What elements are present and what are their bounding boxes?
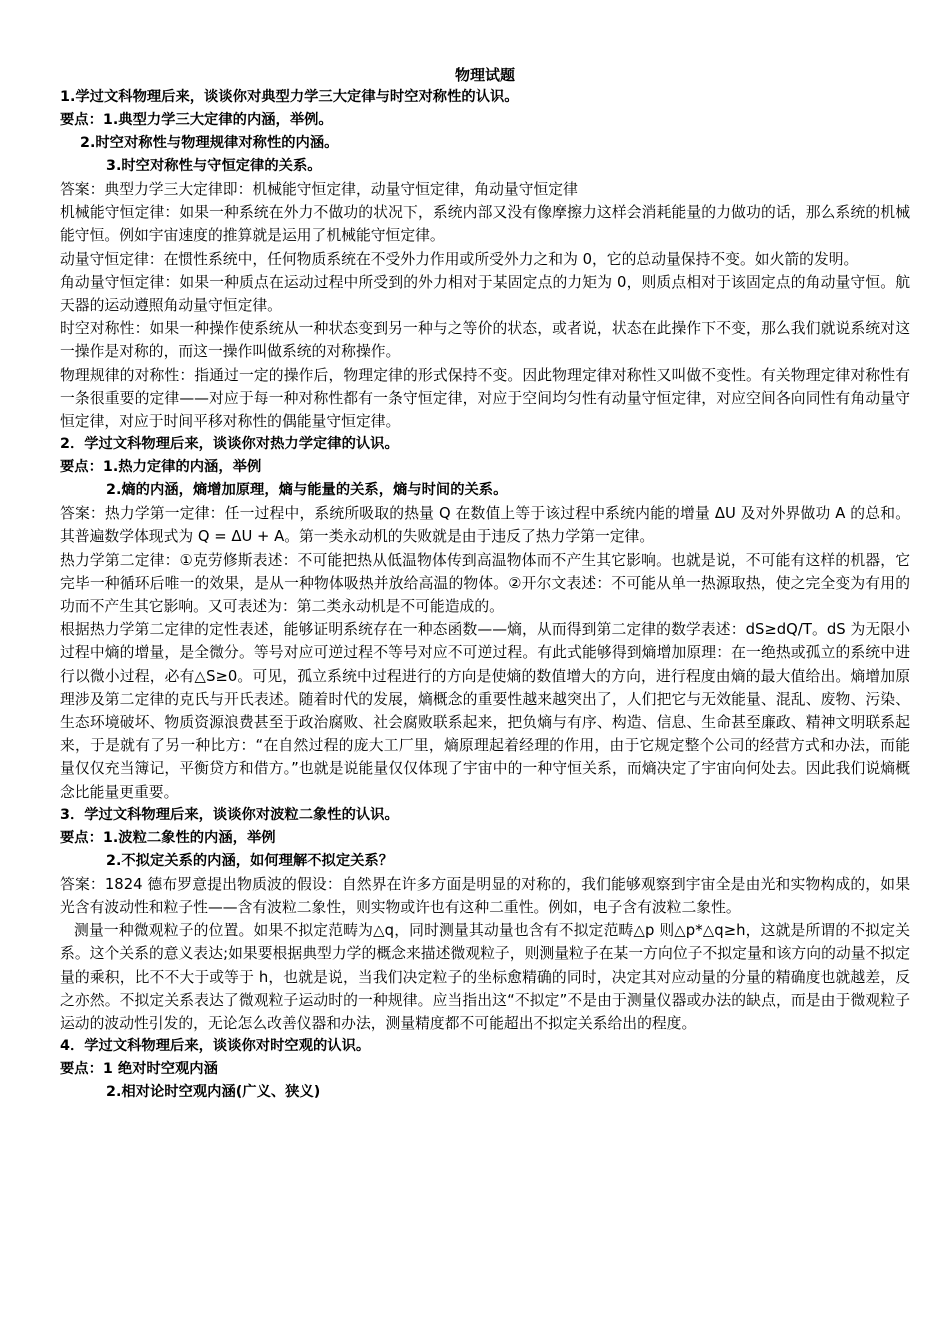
key-point-2-1: 要点：1.热力定律的内涵，举例 xyxy=(60,459,262,476)
question-2: 2．学过文科物理后来，谈谈你对热力学定律的认识。 xyxy=(60,436,399,453)
answer-2-paragraph: 答案：热力学第一定律：任一过程中，系统所吸取的热量 Q 在数值上等于该过程中系统内能的增量 ΔU 及对外界做功 A 的总和。其普遍数学体现式为 Q = ΔU + A。第一类永动机的失败就是由于违反了热力学第一定律。 xyxy=(60,505,910,546)
key-point-1-2: 2.时空对称性与物理规律对称性的内涵。 xyxy=(80,135,339,151)
answer-2-paragraph: 根据热力学第二定律的定性表述，能够证明系统存在一种态函数——熵，从而得到第二定律的数学表述：dS≥dQ/T。dS 为无限小过程中熵的增量，是全微分。等号对应可逆过程不等号对应不可逆过程。有此式能够得到熵增加原理：在一绝热或孤立的系统中进行以微小过程，必有△S≥0。可见，孤立系统中过程进行的方向是使熵的数值增大的方向，进行程度由熵的最大值给出。熵增加原理涉及第二定律的克氏与开氏表述。随着时代的发展，熵概念的重要性越来越突出了，人们把它与无效能量、混乱、废物、污染、生态环境破坏、物质资源浪费甚至于政治腐败、社会腐败联系起来，把负熵与有序、构造、信息、生命甚至廉政、精神文明联系起来，于是就有了另一种比方：“在自然过程的庞大工厂里，熵原理起着经理的作用，由于它规定整个公司的经营方式和办法，而能量仅仅充当簿记，平衡贷方和借方。”也就是说能量仅仅体现了宇宙中的一种守恒关系，而熵决定了宇宙向何处去。因此我们说熵概念比能量更重要。 xyxy=(60,621,910,801)
answer-1-paragraph: 时空对称性：如果一种操作使系统从一种状态变到另一种与之等价的状态，或者说，状态在此操作下不变，那么我们就说系统对这一操作是对称的，而这一操作叫做系统的对称操作。 xyxy=(60,320,910,361)
question-1: 1.学过文科物理后来，谈谈你对典型力学三大定律与时空对称性的认识。 xyxy=(60,89,519,105)
page-title: 物理试题 xyxy=(454,66,515,84)
key-point-3-1: 要点：1.波粒二象性的内涵，举例 xyxy=(60,829,276,846)
key-point-2-2: 2.熵的内涵，熵增加原理，熵与能量的关系，熵与时间的关系。 xyxy=(106,482,508,499)
answer-2-paragraph: 热力学第二定律：①克劳修斯表述：不可能把热从低温物体传到高温物体而不产生其它影响。也就是说，不可能有这样的机器，它完毕一种循环后唯一的效果，是从一种物体吸热并放给高温的物体。②开尔文表述：不可能从单一热源取热，使之完全变为有用的功而不产生其它影响。又可表述为：第二类永动机是不可能造成的。 xyxy=(60,551,910,616)
key-point-1-1: 要点：1.典型力学三大定律的内涵，举例。 xyxy=(60,112,333,128)
key-point-1-3: 3.时空对称性与守恒定律的关系。 xyxy=(106,158,322,174)
answer-1-paragraph: 物理规律的对称性：指通过一定的操作后，物理定律的形式保持不变。因此物理定律对称性又叫做不变性。有关物理定律对称性有一条很重要的定律——对应于每一种对称性都有一条守恒定律，对应于空间均匀性有动量守恒定律，对应空间各向同性有角动量守恒定律，对应于时间平移对称性的偶能量守恒定律。 xyxy=(60,366,910,431)
key-point-3-2: 2.不拟定关系的内涵，如何理解不拟定关系？ xyxy=(106,852,394,869)
key-point-4-1: 要点：1 绝对时空观内涵 xyxy=(60,1061,218,1078)
answer-1-paragraph: 答案：典型力学三大定律即：机械能守恒定律，动量守恒定律，角动量守恒定律 xyxy=(60,181,578,198)
answer-3-paragraph: 答案：1824 德布罗意提出物质波的假设：自然界在许多方面是明显的对称的，我们能够观察到宇宙全是由光和实物构成的，如果光含有波动性和粒子性——含有波粒二象性，则实物或许也有这种二重性。例如，电子含有波粒二象性。 xyxy=(60,875,910,917)
answer-1-paragraph: 角动量守恒定律：如果一种质点在运动过程中所受到的外力相对于某固定点的力矩为 0，则质点相对于该固定点的角动量守恒。航天器的运动遵照角动量守恒定律。 xyxy=(60,273,910,315)
question-4: 4．学过文科物理后来，谈谈你对时空观的认识。 xyxy=(60,1038,371,1055)
question-3: 3．学过文科物理后来，谈谈你对波粒二象性的认识。 xyxy=(60,806,399,823)
answer-1-paragraph: 动量守恒定律：在惯性系统中，任何物质系统在不受外力作用或所受外力之和为 0，它的总动量保持不变。如火箭的发明。 xyxy=(60,250,859,268)
key-point-4-2: 2.相对论时空观内涵(广义、狭义) xyxy=(106,1084,321,1101)
answer-1-paragraph: 机械能守恒定律：如果一种系统在外力不做功的状况下，系统内部又没有像摩擦力这样会消耗能量的力做功的话，那么系统的机械能守恒。例如宇宙速度的推算就是运用了机械能守恒定律。 xyxy=(60,204,910,245)
answer-3-paragraph: 测量一种微观粒子的位置。如果不拟定范畴为△q，同时测量其动量也含有不拟定范畴△p 则△p*△q≥h，这就是所谓的不拟定关系。这个关系的意义表达;如果要根据典型力学的概念来描述微观粒子，则测量粒子在某一方向位子不拟定量和该方向的动量不拟定量的乘积，比不不大于或等于 h，也就是说，当我们决定粒子的坐标愈精确的同时，决定其对应动量的分量的精确度也就越差，反之亦然。不拟定关系表达了微观粒子运动时的一种规律。应当指出这“不拟定”不是由于测量仪器或办法的缺点，而是由于微观粒子运动的波动性引发的，无论怎么改善仪器和办法，测量精度都不可能超出不拟定关系给出的程度。 xyxy=(60,922,910,1033)
